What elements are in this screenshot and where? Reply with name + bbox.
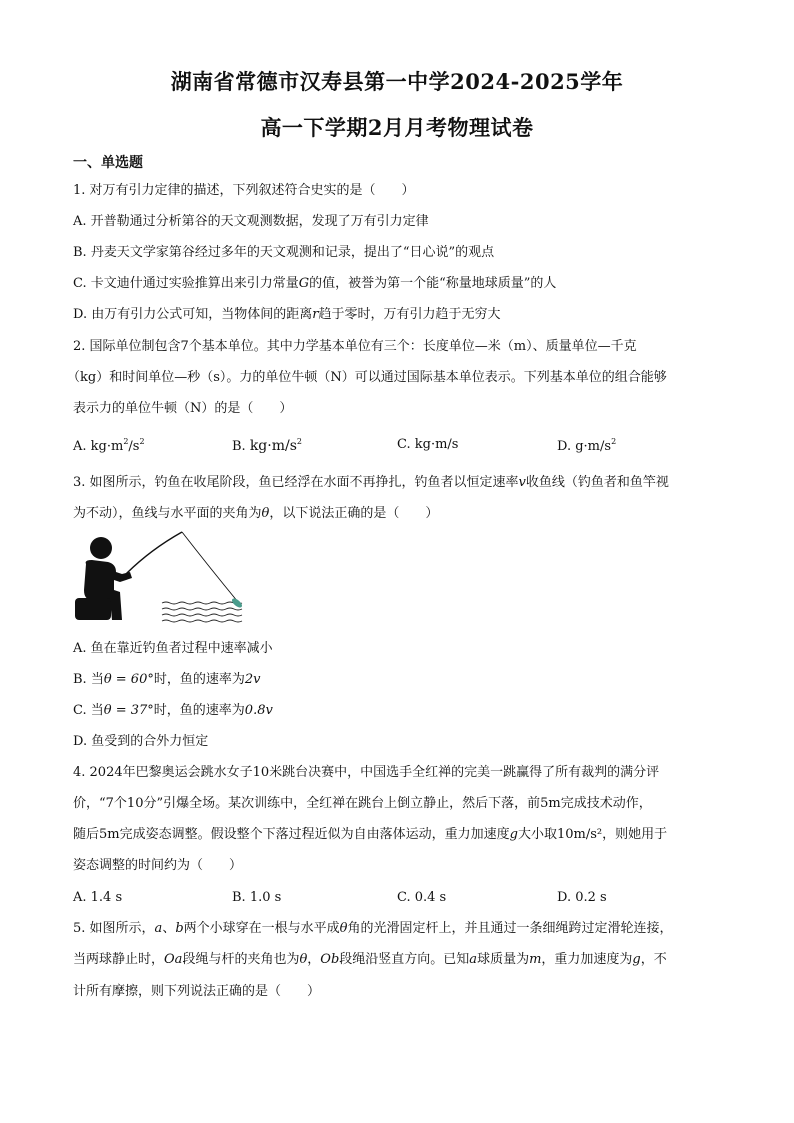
q5-var-g: g bbox=[632, 952, 641, 967]
q2-option-b bbox=[232, 438, 302, 453]
q1-option-c bbox=[73, 277, 556, 290]
q4-option-c: C. 0.4 s bbox=[397, 890, 447, 905]
q1-option-d bbox=[73, 308, 500, 321]
q4-stem-line-4: 姿态调整的时间约为（ ） bbox=[73, 858, 243, 873]
q5-stem-text-7: 球质量为 bbox=[477, 952, 530, 967]
fishing-rod-icon bbox=[126, 532, 182, 574]
q4-stem-line-2: 价，“7个10分”引爆全场。某次训练中，全红禅在跳台上倒立静止，然后下落，前5m完成技术动作， bbox=[73, 796, 652, 811]
q5-stem-text: 5. 如图所示， bbox=[73, 921, 155, 936]
q5-stem-text-4: 当两球静止时， bbox=[73, 952, 165, 967]
q5-var-a-2: a bbox=[469, 952, 478, 967]
exam-title-line-2: 高一下学期2月月考物理试卷 bbox=[260, 115, 534, 140]
q3-option-b-value: 2v bbox=[244, 672, 261, 687]
q4-stem-text: 随后5m完成姿态调整。假设整个下落过程近似为自由落体运动，重力加速度 bbox=[73, 827, 510, 842]
q3-option-c-text: C. 当 bbox=[73, 703, 104, 718]
q3-option-b-text: B. 当 bbox=[73, 672, 104, 687]
q3-option-c-angle: θ = 37° bbox=[103, 703, 154, 718]
q2-stem-line-3: 表示力的单位牛顿（N）的是（ ） bbox=[73, 401, 293, 416]
q3-option-b bbox=[73, 673, 261, 686]
q4-stem-text-2: 大小取 bbox=[517, 827, 557, 842]
q3-var-v: v bbox=[518, 475, 526, 490]
q1-option-a: A. 开普勒通过分析第谷的天文观测数据，发现了万有引力定律 bbox=[73, 214, 429, 229]
q5-stem-text-9: ，不 bbox=[640, 952, 667, 967]
q1-stem: 1. 对万有引力定律的描述，下列叙述符合史实的是（ ） bbox=[73, 183, 415, 198]
section-heading: 一、单选题 bbox=[73, 155, 143, 171]
q2-stem-line-2: （kg）和时间单位—秒（s）。力的单位牛顿（N）可以通过国际基本单位表示。下列基本单位的组合能够 bbox=[67, 370, 667, 385]
q5-separator: 、 bbox=[162, 921, 176, 936]
q3-stem-text-2: 收鱼线（钓鱼者和鱼竿视 bbox=[525, 475, 669, 490]
q2-option-b-label: B. bbox=[232, 439, 250, 454]
q3-var-theta: θ bbox=[261, 506, 270, 521]
q3-option-c bbox=[73, 704, 273, 717]
q2-option-a-unit: kg·m bbox=[90, 439, 124, 454]
q2-option-b-unit: kg·m/s bbox=[249, 438, 297, 454]
q4-stem-line-3 bbox=[73, 828, 667, 841]
q3-stem-line-2 bbox=[73, 507, 438, 520]
q5-stem-text-2: 两个小球穿在一根与水平成 bbox=[183, 921, 340, 936]
q3-stem-text-4: ，以下说法正确的是（ ） bbox=[269, 506, 439, 521]
q3-option-a: A. 鱼在靠近钓鱼者过程中速率减小 bbox=[73, 641, 273, 656]
q1-option-d-text: D. 由万有引力公式可知，当物体间的距离 bbox=[73, 307, 313, 322]
q5-stem-text-3: 角的光滑固定杆上，并且通过一条细绳跨过定滑轮连接， bbox=[347, 921, 673, 936]
q5-stem-line-3: 计所有摩擦，则下列说法正确的是（ ） bbox=[73, 984, 321, 999]
q4-stem-text-3: ，则她用于 bbox=[602, 827, 668, 842]
q5-separator-2: ， bbox=[307, 952, 321, 967]
q2-option-a-exp-1: 2 bbox=[123, 437, 129, 446]
q2-option-a-unit-2: /s bbox=[128, 439, 140, 454]
q1-option-c-text-2: 的值，被誉为第一个能“称量地球质量”的人 bbox=[309, 276, 557, 291]
q5-stem-text-8: ，重力加速度为 bbox=[541, 952, 633, 967]
water-surface-icon bbox=[162, 602, 242, 622]
q2-option-d-exp: 2 bbox=[611, 437, 617, 446]
q3-stem-line-1 bbox=[73, 476, 669, 489]
q1-option-d-text-2: 趋于零时，万有引力趋于无穷大 bbox=[318, 307, 501, 322]
q2-option-a-label: A. bbox=[73, 439, 91, 454]
fisher-head-icon bbox=[90, 537, 112, 559]
q5-var-theta-2: θ bbox=[299, 952, 308, 967]
q2-option-a-exp-2: 2 bbox=[139, 437, 145, 446]
q5-var-theta: θ bbox=[339, 921, 348, 936]
q3-option-b-angle: θ = 60° bbox=[103, 672, 154, 687]
q5-stem-line-1 bbox=[73, 922, 673, 935]
q1-option-c-text: C. 卡文迪什通过实验推算出来引力常量 bbox=[73, 276, 299, 291]
q5-stem-text-5: 段绳与杆的夹角也为 bbox=[182, 952, 300, 967]
q5-var-a: a bbox=[154, 921, 163, 936]
q1-var-g: G bbox=[298, 276, 310, 291]
q1-option-b: B. 丹麦天文学家第谷经过多年的天文观测和记录，提出了“日心说”的观点 bbox=[73, 245, 495, 260]
q2-option-c: C. kg·m/s bbox=[397, 437, 459, 452]
q4-stem-line-1: 4. 2024年巴黎奥运会跳水女子10米跳台决赛中，中国选手全红禅的完美一跳赢得了所有裁判的满分评 bbox=[73, 765, 660, 780]
q3-option-d: D. 鱼受到的合外力恒定 bbox=[73, 734, 209, 749]
fishing-line-icon bbox=[182, 532, 238, 602]
q4-gravity-value: 10m/s² bbox=[556, 827, 603, 842]
q2-option-b-exp: 2 bbox=[296, 437, 302, 446]
q4-var-g: g bbox=[509, 827, 518, 842]
q3-option-c-text-2: 时，鱼的速率为 bbox=[153, 703, 245, 718]
q5-stem-text-6: 段绳沿竖直方向。已知 bbox=[339, 952, 470, 967]
q5-stem-line-2 bbox=[73, 953, 667, 966]
q2-stem-line-1: 2. 国际单位制包含7个基本单位。其中力学基本单位有三个：长度单位—米（m）、质量单位—千克 bbox=[73, 339, 637, 354]
q2-option-d bbox=[557, 438, 616, 453]
q3-stem-text-3: 为不动），鱼线与水平面的夹角为 bbox=[73, 506, 262, 521]
fishing-figure bbox=[70, 528, 270, 628]
q2-option-a bbox=[73, 438, 145, 453]
q5-var-oa: Oa bbox=[164, 952, 183, 967]
exam-title-line-1: 湖南省常德市汉寿县第一中学2024-2025学年 bbox=[170, 69, 624, 94]
q4-option-b: B. 1.0 s bbox=[232, 890, 282, 905]
stool-icon bbox=[75, 598, 111, 620]
q3-option-c-value: 0.8v bbox=[244, 703, 273, 718]
q4-option-a: A. 1.4 s bbox=[73, 890, 123, 905]
q5-var-m: m bbox=[529, 952, 542, 967]
q5-var-b: b bbox=[175, 921, 184, 936]
q2-option-d-unit: D. g·m/s bbox=[557, 439, 612, 454]
q5-var-ob: Ob bbox=[320, 952, 340, 967]
q1-var-r: r bbox=[312, 307, 319, 322]
q3-option-b-text-2: 时，鱼的速率为 bbox=[153, 672, 245, 687]
q3-stem-text: 3. 如图所示，钓鱼在收尾阶段，鱼已经浮在水面不再挣扎，钓鱼者以恒定速率 bbox=[73, 475, 519, 490]
q4-option-d: D. 0.2 s bbox=[557, 890, 607, 905]
